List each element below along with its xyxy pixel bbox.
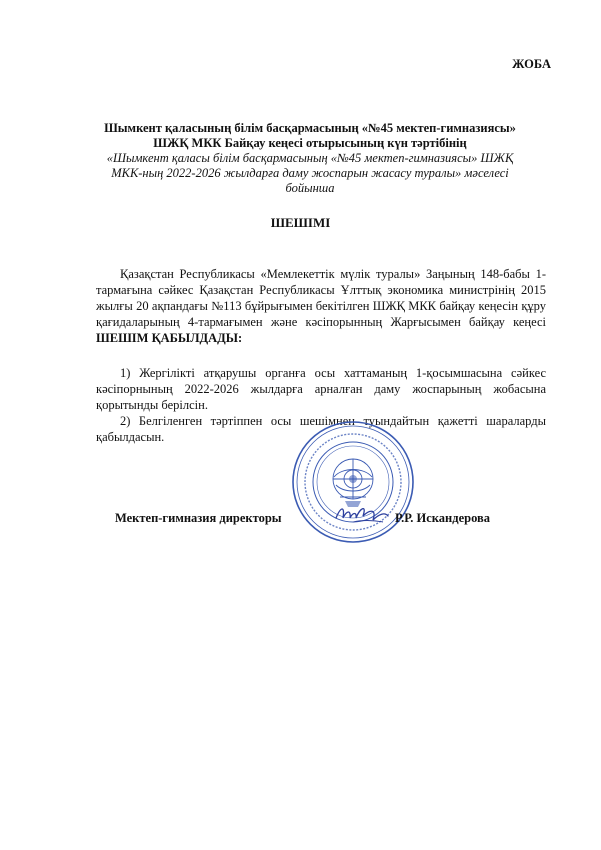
title-line-3: «Шымкент қаласы білім басқармасының «№45 мектеп-гимназиясы» ШЖҚ (106, 151, 514, 165)
decision-item-1: 1) Жергілікті атқарушы органға осы хаттаманың 1-қосымшасына сәйкес кәсіпорнының 2022-2026 жылдарға арналған даму жоспарының жобасына қорытынды берілсін. (96, 366, 546, 412)
intro-text: Қазақстан Республикасы «Мемлекеттік мүлік туралы» Заңының 148-бабы 1-тармағына сәйкес Қазақстан Республикасы Ұлттық экономика министрінің 2015 жылғы 20 ақпандағы №113 бұйрығымен бекітілген ШЖҚ МКК байқау кеңесін құру қағидаларының 4-тармағымен және кәсіпорынның Жарғысымен байқау кеңесі (96, 267, 546, 329)
handwritten-signature (333, 498, 391, 528)
intro-decision: ШЕШІМ ҚАБЫЛДАДЫ: (96, 331, 243, 345)
draft-label: ЖОБА (512, 57, 551, 71)
intro-paragraph (96, 266, 546, 346)
title-block (60, 121, 560, 196)
title-line-2: ШЖҚ МКК Байқау кеңесі отырысының күн тәртібінің (153, 136, 467, 150)
signer-name: Р.Р. Искандерова (395, 511, 491, 525)
decision-heading: ШЕШІМІ (270, 215, 331, 230)
decision-item-2: 2) Белгіленген тәртіппен осы шешімнен туындайтын қажетті шараларды қабылдасын. (96, 414, 546, 444)
title-line-4: МКК-ның 2022-2026 жылдарға даму жоспарын жасасу туралы» мәселесі (111, 166, 509, 180)
title-line-1: Шымкент қаласының білім басқармасының «№45 мектеп-гимназиясы» (104, 121, 516, 135)
title-line-5: бойынша (285, 181, 335, 195)
signer-position: Мектеп-гимназия директоры (115, 511, 282, 525)
